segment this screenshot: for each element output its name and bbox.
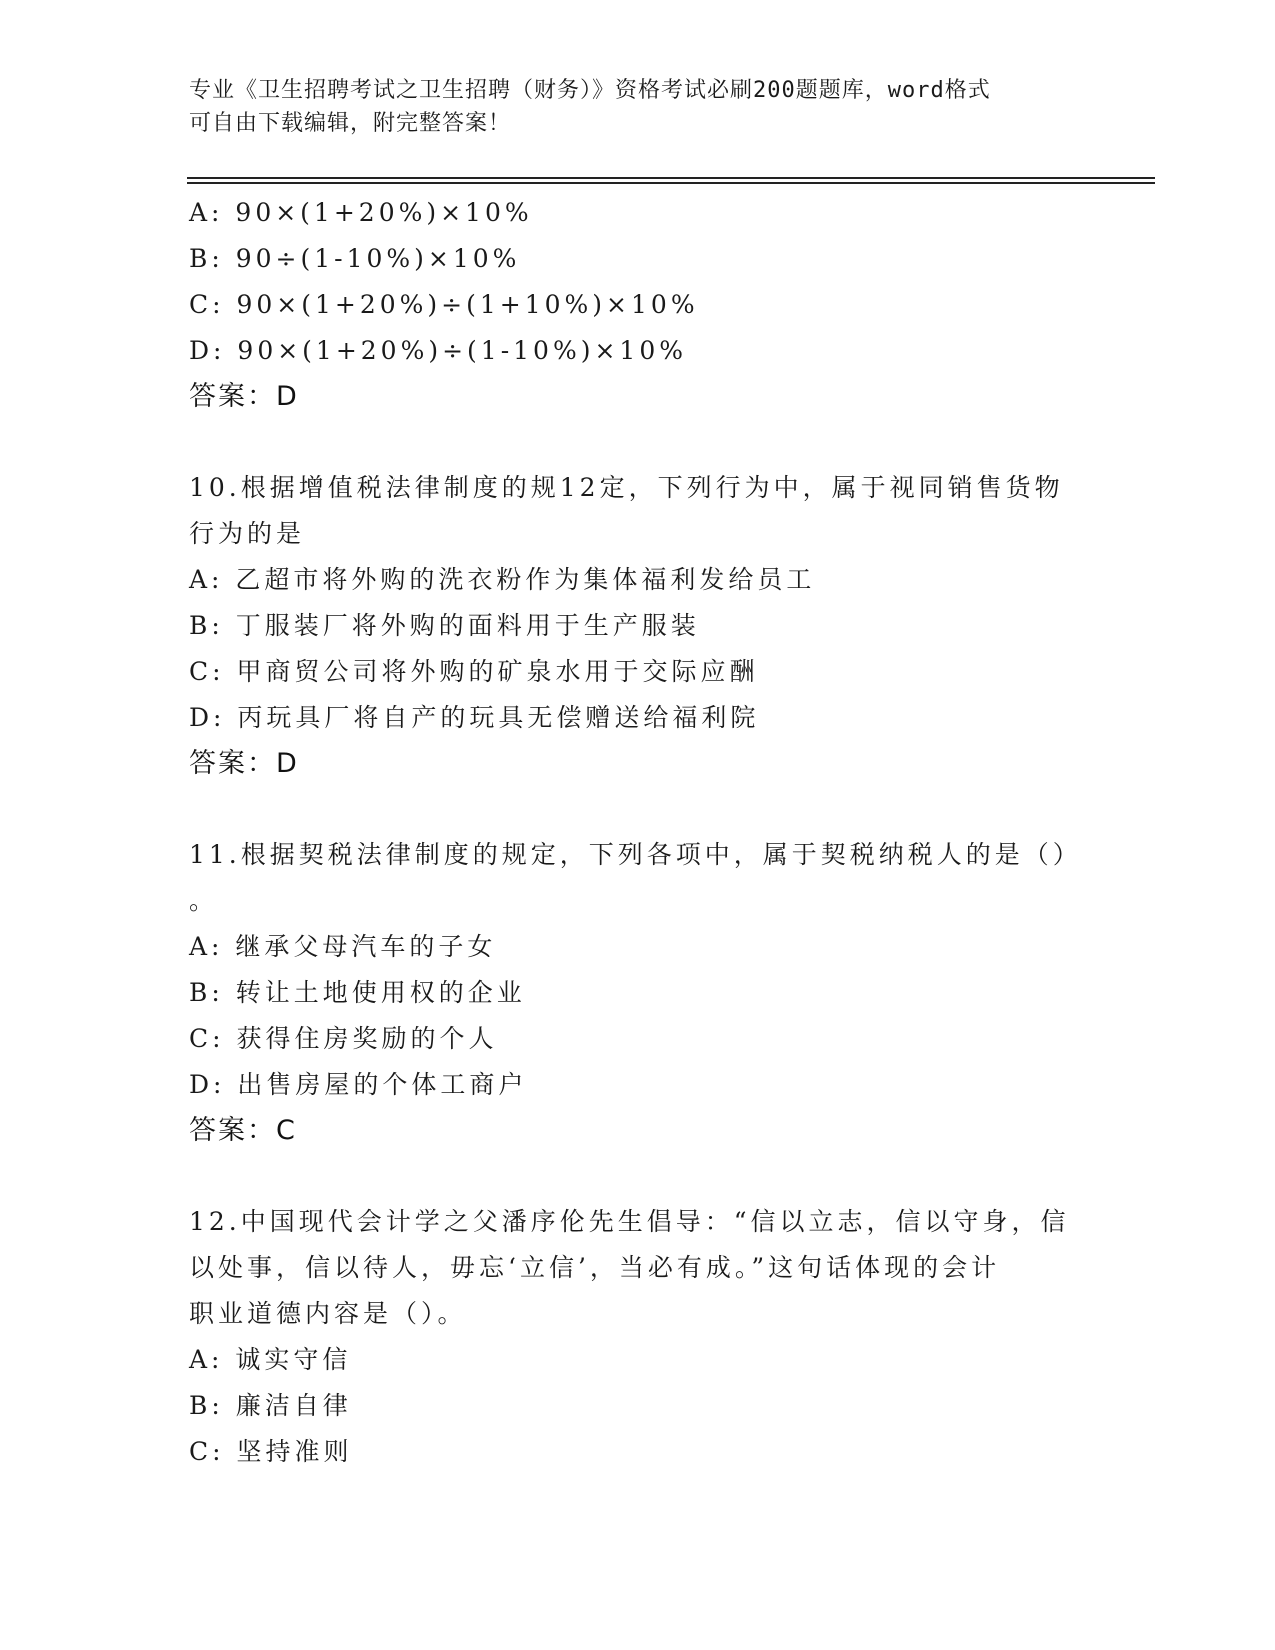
option-c: C: 坚持准则: [189, 1437, 353, 1466]
answer-label: 答案：C: [189, 1115, 297, 1146]
answer-label: 答案：D: [189, 748, 299, 779]
header-line-2: 可自由下载编辑，附完整答案！: [189, 111, 512, 136]
question-stem-line: 12.中国现代会计学之父潘序伦先生倡导：“信以立志，信以守身，信: [189, 1207, 1070, 1236]
header-line-1: 专业《卫生招聘考试之卫生招聘（财务）》资格考试必刷200题题库，word格式: [189, 78, 991, 103]
option-d: D: 丙玩具厂将自产的玩具无偿赠送给福利院: [189, 703, 760, 732]
question-12: [189, 1199, 1089, 1475]
option-c: C: 甲商贸公司将外购的矿泉水用于交际应酬: [189, 657, 759, 686]
question-list: [189, 190, 1089, 1475]
question-10: [189, 465, 1089, 787]
option-b: B: 90÷(1-10%)×10%: [189, 244, 521, 273]
document-header: [189, 74, 1089, 140]
option-a: A: 90×(1+20%)×10%: [189, 198, 533, 227]
option-b: B: 丁服装厂将外购的面料用于生产服装: [189, 611, 700, 640]
option-a: A: 乙超市将外购的洗衣粉作为集体福利发给员工: [189, 565, 816, 594]
question-11: [189, 832, 1089, 1154]
question-9-tail: [189, 190, 1089, 420]
question-stem-line: 11.根据契税法律制度的规定，下列各项中，属于契税纳税人的是（）: [189, 840, 1082, 869]
header-divider-top: [187, 177, 1155, 179]
option-b: B: 廉洁自律: [189, 1391, 352, 1420]
question-stem-line: 。: [189, 886, 219, 915]
option-a: A: 继承父母汽车的子女: [189, 932, 497, 961]
option-d: D: 90×(1+20%)÷(1-10%)×10%: [189, 336, 687, 365]
question-stem-line: 行为的是: [189, 519, 306, 548]
option-c: C: 90×(1+20%)÷(1+10%)×10%: [189, 290, 699, 319]
question-stem-line: 职业道德内容是（）。: [189, 1299, 467, 1328]
option-b: B: 转让土地使用权的企业: [189, 978, 526, 1007]
option-c: C: 获得住房奖励的个人: [189, 1024, 498, 1053]
option-a: A: 诚实守信: [189, 1345, 352, 1374]
question-stem-line: 10.根据增值税法律制度的规12定，下列行为中，属于视同销售货物: [189, 473, 1064, 502]
option-d: D: 出售房屋的个体工商户: [189, 1070, 528, 1099]
header-divider-bottom: [187, 182, 1155, 184]
question-stem-line: 以处事，信以待人，毋忘‘立信’，当必有成。”这句话体现的会计: [189, 1253, 1001, 1282]
answer-label: 答案：D: [189, 381, 299, 412]
